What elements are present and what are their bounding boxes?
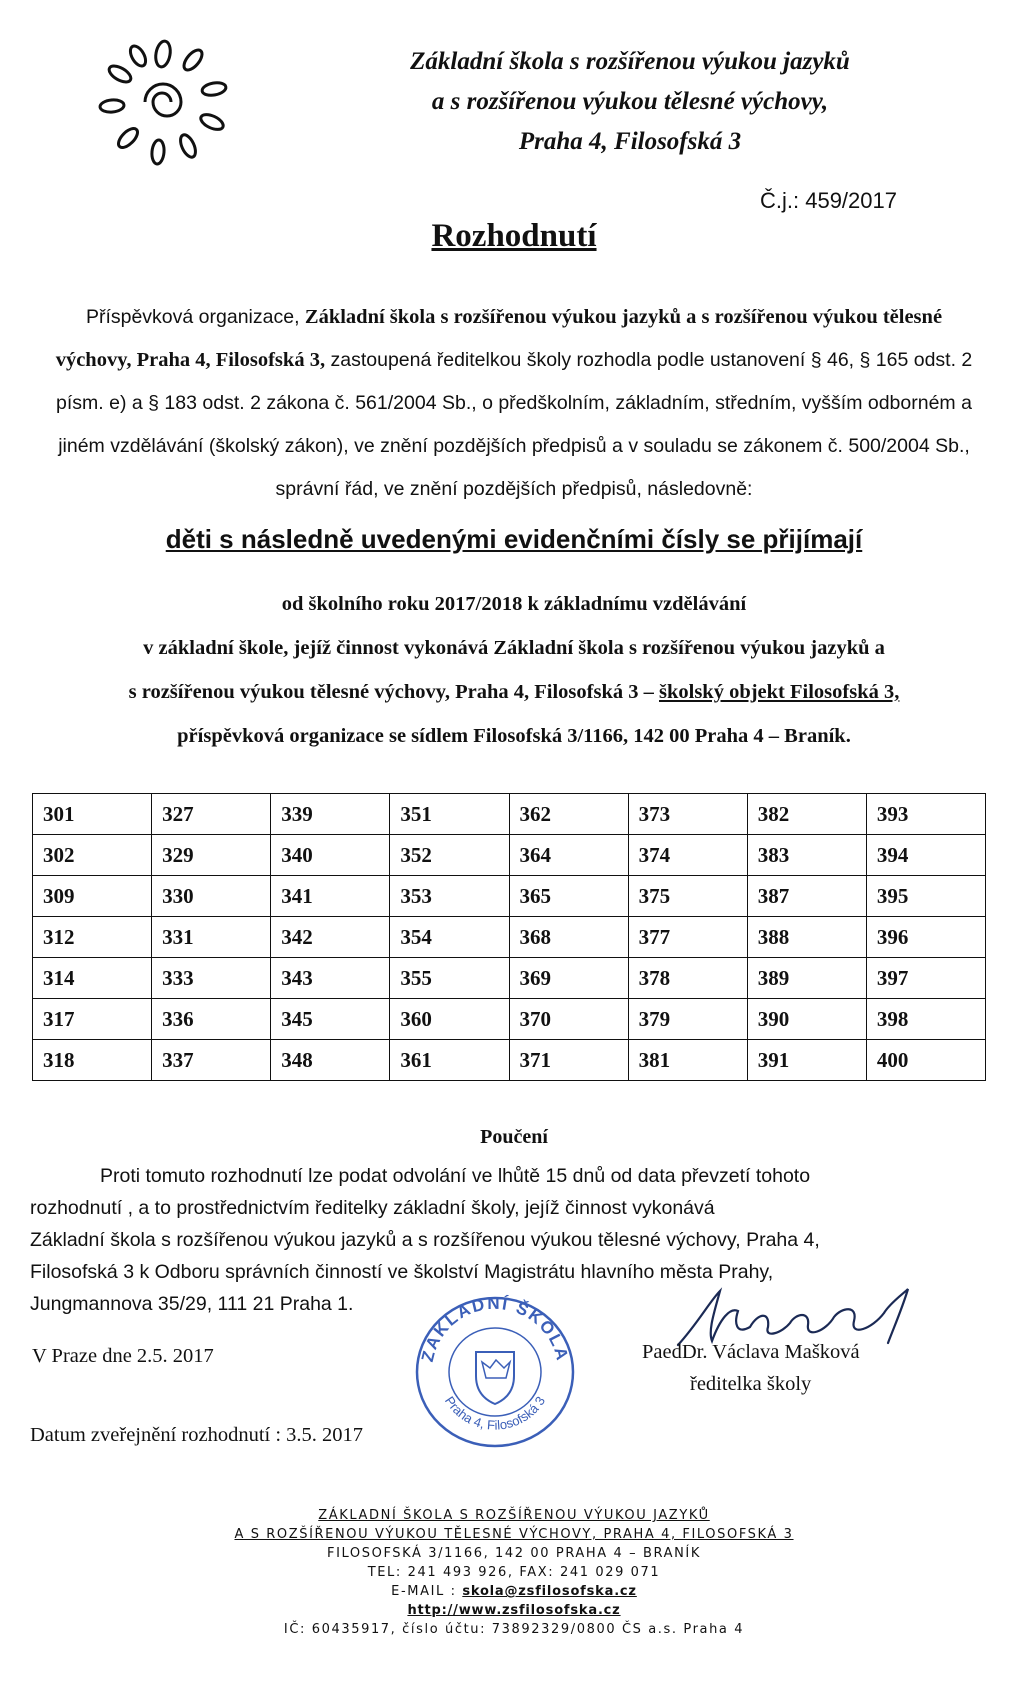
table-row <box>33 835 986 876</box>
instruction-line5: Jungmannova 35/29, 111 21 Praha 1. <box>30 1293 354 1315</box>
table-cell: 351 <box>390 794 509 835</box>
table-cell: 309 <box>33 876 152 917</box>
table-cell: 327 <box>152 794 271 835</box>
table-cell: 374 <box>628 835 747 876</box>
intro-text-rest: zastoupená ředitelkou školy rozhodla podle ustanovení § 46, § 165 odst. 2 písm. e) a § 183 odst. 2 zákona č. 561/2004 Sb., o předškolním, základním, středním, vyšším odborném a jiném vzdělávání (školský zákon), ve znění pozdějších předpisů a v souladu se zákonem č. 500/2004 Sb., správní řád, ve znění pozdějších předpisů, následovně: <box>56 349 973 500</box>
svg-text:Praha 4, Filosofská 3 <box>442 1394 548 1433</box>
table-cell: 345 <box>271 999 390 1040</box>
footer-phone-fax: TEL: 241 493 926, FAX: 241 029 071 <box>367 1565 661 1580</box>
table-cell: 331 <box>152 917 271 958</box>
table-cell: 317 <box>33 999 152 1040</box>
footer-address: FILOSOFSKÁ 3/1166, 142 00 PRAHA 4 – BRANÍK <box>327 1546 701 1561</box>
intro-paragraph <box>48 296 980 511</box>
table-cell: 318 <box>33 1040 152 1081</box>
school-name-line2: a s rozšířenou výukou tělesné výchovy, <box>431 88 829 115</box>
table-cell: 387 <box>747 876 866 917</box>
stamp-top-text: ZÁKLADNÍ ŠKOLA <box>417 1293 573 1364</box>
place-date: V Praze dne 2.5. 2017 <box>32 1345 214 1367</box>
admission-line3-text: s rozšířenou výukou tělesné výchovy, Praha 4, Filosofská 3 – <box>128 681 659 703</box>
table-cell: 393 <box>866 794 985 835</box>
table-row <box>33 917 986 958</box>
footer-ids: IČ: 60435917, číslo účtu: 73892329/0800 ČS a.s. Praha 4 <box>283 1622 745 1637</box>
table-cell: 364 <box>509 835 628 876</box>
admission-line3-object: školský objekt Filosofská 3, <box>659 681 900 703</box>
table-cell: 398 <box>866 999 985 1040</box>
signer-block <box>642 1336 860 1400</box>
footer-web-row <box>0 1601 1028 1620</box>
table-row <box>33 999 986 1040</box>
table-cell: 382 <box>747 794 866 835</box>
table-cell: 365 <box>509 876 628 917</box>
table-cell: 336 <box>152 999 271 1040</box>
table-cell: 395 <box>866 876 985 917</box>
table-cell: 354 <box>390 917 509 958</box>
table-cell: 342 <box>271 917 390 958</box>
table-cell: 375 <box>628 876 747 917</box>
table-row <box>33 958 986 999</box>
footer-web-link[interactable]: http://www.zsfilosofska.cz <box>407 1603 621 1618</box>
table-cell: 369 <box>509 958 628 999</box>
table-cell: 383 <box>747 835 866 876</box>
intro-text-start: Příspěvková organizace, <box>85 306 305 328</box>
table-row <box>33 876 986 917</box>
table-cell: 397 <box>866 958 985 999</box>
table-cell: 352 <box>390 835 509 876</box>
instruction-title: Poučení <box>480 1126 548 1148</box>
table-cell: 333 <box>152 958 271 999</box>
signer-name: PaedDr. Václava Mašková <box>642 1341 860 1363</box>
admitted-numbers-table <box>32 793 986 1081</box>
footer-email-row <box>0 1582 1028 1601</box>
admission-line1: od školního roku 2017/2018 k základnímu vzdělávání <box>281 593 747 615</box>
document-title: Rozhodnutí <box>431 218 597 254</box>
table-cell: 343 <box>271 958 390 999</box>
table-cell: 391 <box>747 1040 866 1081</box>
table-row <box>33 1040 986 1081</box>
svg-text:ZÁKLADNÍ ŠKOLA <box>418 1294 572 1364</box>
instruction-line3: Základní škola s rozšířenou výukou jazyků a s rozšířenou výukou tělesné výchovy, Praha 4, <box>30 1229 820 1251</box>
school-name-line1: Základní škola s rozšířenou výukou jazyků <box>410 48 850 75</box>
table-cell: 368 <box>509 917 628 958</box>
footer-email-label: E-MAIL : <box>391 1584 463 1599</box>
table-cell: 339 <box>271 794 390 835</box>
table-cell: 337 <box>152 1040 271 1081</box>
table-cell: 394 <box>866 835 985 876</box>
table-cell: 340 <box>271 835 390 876</box>
decision-statement: děti s následně uvedenými evidenčními čísly se přijímají <box>165 524 863 554</box>
admission-line2: v základní škole, jejíž činnost vykonává Základní škola s rozšířenou výukou jazyků a <box>143 637 885 659</box>
table-row <box>33 794 986 835</box>
footer-school-line1: ZÁKLADNÍ ŠKOLA S ROZŠÍŘENOU VÝUKOU JAZYKŮ <box>318 1508 710 1523</box>
footer-letterhead <box>0 1506 1028 1639</box>
instruction-line1: Proti tomuto rozhodnutí lze podat odvolání ve lhůtě 15 dnů od data převzetí tohoto <box>100 1165 811 1187</box>
school-stamp-icon <box>410 1290 580 1455</box>
table-cell: 302 <box>33 835 152 876</box>
table-cell: 379 <box>628 999 747 1040</box>
school-address-line: Praha 4, Filosofská 3 <box>518 128 742 155</box>
table-cell: 361 <box>390 1040 509 1081</box>
table-cell: 353 <box>390 876 509 917</box>
stamp-bottom-text: Praha 4, Filosofská 3 <box>441 1393 549 1433</box>
admission-line3 <box>30 670 998 714</box>
table-cell: 362 <box>509 794 628 835</box>
table-cell: 390 <box>747 999 866 1040</box>
table-cell: 341 <box>271 876 390 917</box>
instruction-line4: Filosofská 3 k Odboru správních činností ve školství Magistrátu hlavního města Prahy, <box>30 1261 774 1283</box>
admission-details <box>30 582 998 758</box>
table-cell: 396 <box>866 917 985 958</box>
table-cell: 314 <box>33 958 152 999</box>
table-cell: 373 <box>628 794 747 835</box>
table-cell: 370 <box>509 999 628 1040</box>
school-header <box>320 42 940 162</box>
table-cell: 400 <box>866 1040 985 1081</box>
table-cell: 371 <box>509 1040 628 1081</box>
table-cell: 377 <box>628 917 747 958</box>
intro-school-name: Základní škola s rozšířenou výukou jazyků a s rozšířenou výukou tělesné výchovy, Praha 4, Filosofská 3, <box>55 306 943 371</box>
table-cell: 348 <box>271 1040 390 1081</box>
sun-logo-icon <box>88 34 238 169</box>
table-cell: 355 <box>390 958 509 999</box>
table-cell: 301 <box>33 794 152 835</box>
table-cell: 329 <box>152 835 271 876</box>
table-cell: 389 <box>747 958 866 999</box>
signer-role: ředitelka školy <box>690 1373 812 1395</box>
table-cell: 388 <box>747 917 866 958</box>
table-cell: 360 <box>390 999 509 1040</box>
reference-number: Č.j.: 459/2017 <box>760 188 897 213</box>
table-cell: 330 <box>152 876 271 917</box>
table-cell: 312 <box>33 917 152 958</box>
table-cell: 381 <box>628 1040 747 1081</box>
admission-line4: příspěvková organizace se sídlem Filosofská 3/1166, 142 00 Praha 4 – Braník. <box>177 725 851 747</box>
instruction-line2: rozhodnutí , a to prostřednictvím ředitelky základní školy, jejíž činnost vykonává <box>30 1197 715 1219</box>
footer-school-line2: A S ROZŠÍŘENOU VÝUKOU TĚLESNÉ VÝCHOVY, PRAHA 4, FILOSOFSKÁ 3 <box>234 1527 794 1542</box>
table-cell: 378 <box>628 958 747 999</box>
publication-date: Datum zveřejnění rozhodnutí : 3.5. 2017 <box>30 1424 364 1446</box>
footer-email-link[interactable]: skola@zsfilosofska.cz <box>462 1584 637 1599</box>
